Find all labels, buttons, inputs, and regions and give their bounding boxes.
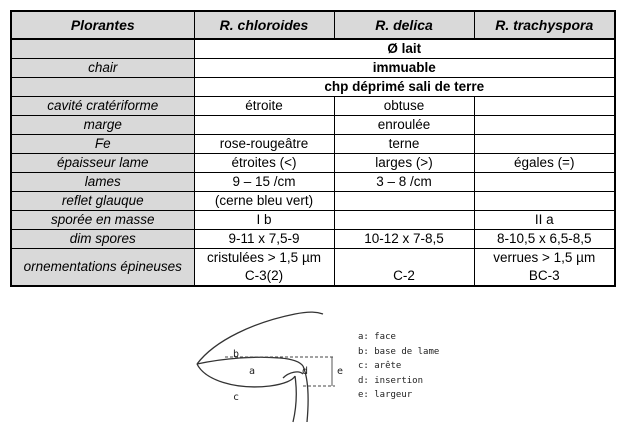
merged-cell-chapeau: chp déprimé sali de terre (194, 77, 615, 96)
row-label-chair: chair (11, 58, 194, 77)
row-label: sporée en masse (11, 210, 194, 229)
table-cell: larges (>) (334, 153, 474, 172)
row-label: lames (11, 172, 194, 191)
table-cell (474, 172, 615, 191)
table-cell (334, 248, 474, 267)
table-cell (474, 96, 615, 115)
merged-cell-immuable: immuable (194, 58, 615, 77)
table-cell: C-3(2) (194, 267, 334, 286)
cap-outline (197, 312, 323, 364)
row-label: dim spores (11, 229, 194, 248)
merged-cell-lait: Ø lait (194, 39, 615, 58)
table-cell (474, 115, 615, 134)
table-cell: cristulées > 1,5 µm (194, 248, 334, 267)
table-row (11, 229, 615, 248)
table-cell: étroites (<) (194, 153, 334, 172)
label-c: c (233, 392, 240, 403)
table-cell: obtuse (334, 96, 474, 115)
table-row (11, 172, 615, 191)
table-row (11, 77, 615, 96)
table-row (11, 58, 615, 77)
row-label: reflet glauque (11, 191, 194, 210)
table-cell: terne (334, 134, 474, 153)
table-cell: I b (194, 210, 334, 229)
table-cell (194, 115, 334, 134)
table-row (11, 96, 615, 115)
row-label: épaisseur lame (11, 153, 194, 172)
table-row (11, 191, 615, 210)
table-cell: (cerne bleu vert) (194, 191, 334, 210)
table-cell: 10-12 x 7-8,5 (334, 229, 474, 248)
table-cell: 9-11 x 7,5-9 (194, 229, 334, 248)
header-delica: R. delica (334, 11, 474, 39)
table-cell: 9 – 15 /cm (194, 172, 334, 191)
table-row (11, 248, 615, 267)
header-row (11, 11, 615, 39)
table-cell: 3 – 8 /cm (334, 172, 474, 191)
table-cell (474, 191, 615, 210)
row-label-ornamentations: ornementations épineuses (11, 248, 194, 286)
legend-item: b: base de lame (358, 346, 440, 357)
label-e: e (337, 366, 344, 377)
table-row (11, 210, 615, 229)
stem-left (293, 376, 296, 422)
table-row (11, 115, 615, 134)
table-cell: C-2 (334, 267, 474, 286)
table-cell: 8-10,5 x 6,5-8,5 (474, 229, 615, 248)
legend-item: e: largeur (358, 390, 413, 400)
legend-item: d: insertion (358, 375, 424, 386)
header-trachyspora: R. trachyspora (474, 11, 615, 39)
table-row (11, 153, 615, 172)
gill-upper-edge (197, 357, 303, 366)
table-cell: BC-3 (474, 267, 615, 286)
row-label: marge (11, 115, 194, 134)
table-cell: verrues > 1,5 µm (474, 248, 615, 267)
label-b: b (233, 349, 240, 360)
stem-inner (283, 372, 303, 378)
row-label: cavité cratériforme (11, 96, 194, 115)
table-cell (334, 210, 474, 229)
table-cell (474, 134, 615, 153)
table-cell: rose-rougeâtre (194, 134, 334, 153)
table-row (11, 39, 615, 58)
diagram-legend (358, 330, 439, 403)
row-label: Fe (11, 134, 194, 153)
gill-lower-edge (197, 364, 295, 387)
table-cell: II a (474, 210, 615, 229)
row-label (11, 39, 194, 58)
label-a: a (249, 366, 256, 377)
legend-item: a: face (358, 332, 396, 342)
species-comparison-table (10, 10, 616, 287)
table-cell: égales (=) (474, 153, 615, 172)
table-cell: enroulée (334, 115, 474, 134)
table-cell: étroite (194, 96, 334, 115)
header-chloroides: R. chloroides (194, 11, 334, 39)
label-d: d (302, 366, 309, 377)
table-cell (334, 191, 474, 210)
header-plorantes: Plorantes (11, 11, 194, 39)
table-row (11, 134, 615, 153)
row-label (11, 77, 194, 96)
legend-item: c: arête (358, 361, 402, 371)
